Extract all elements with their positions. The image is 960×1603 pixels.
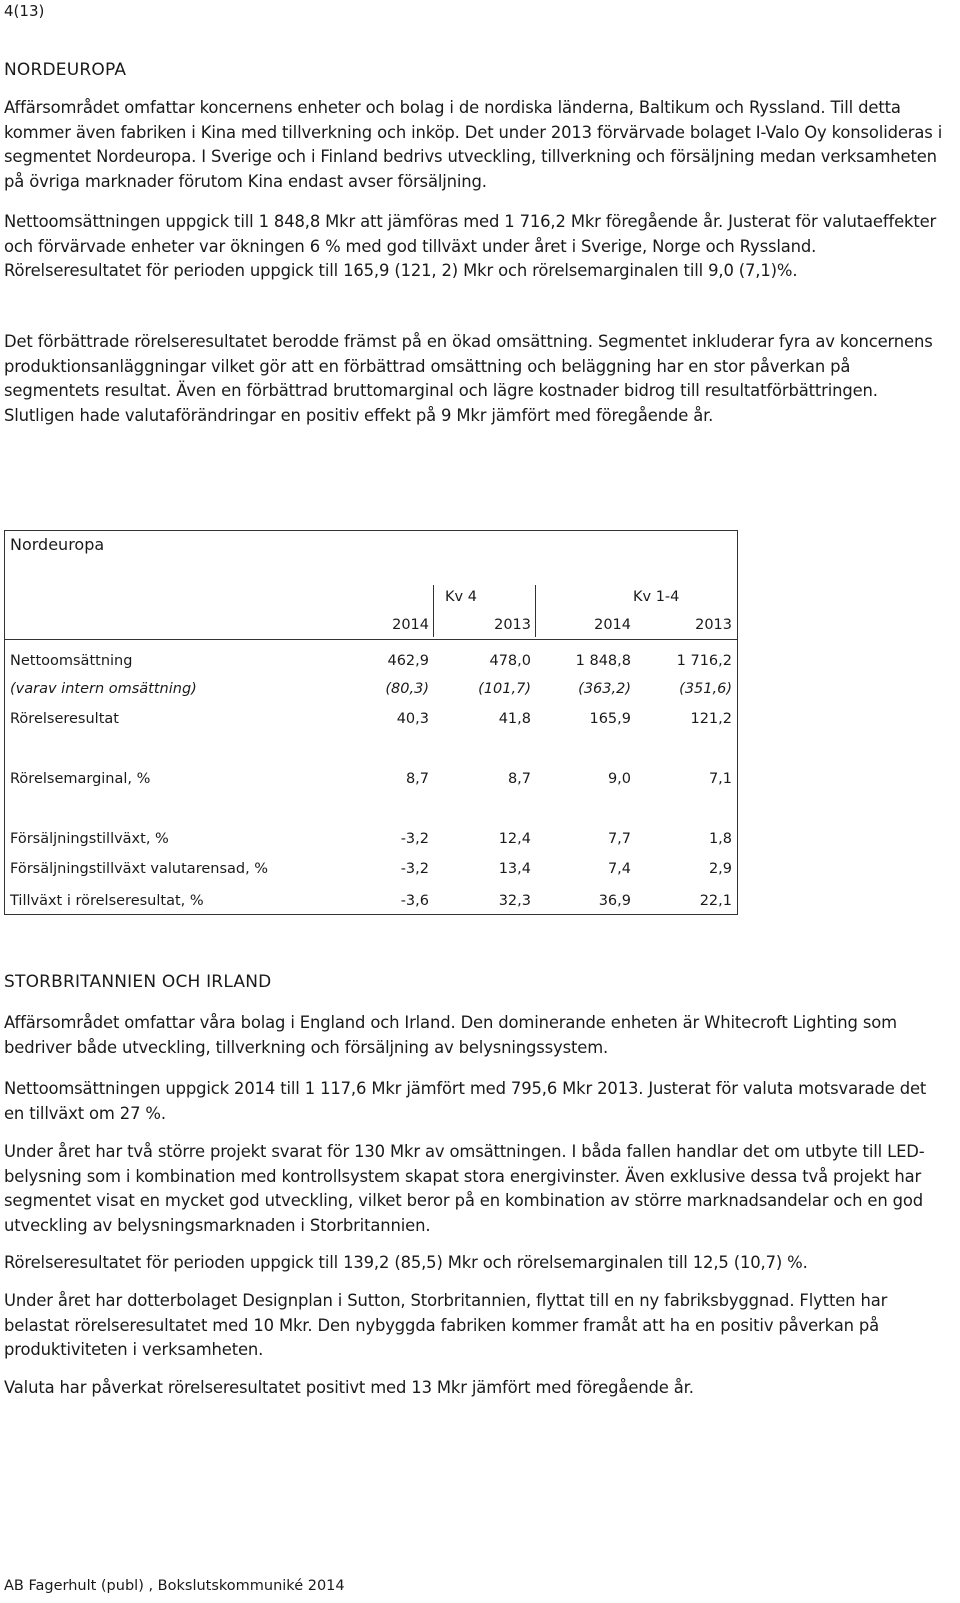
section-heading-nordeuropa: NORDEUROPA [4, 60, 127, 80]
year-header: 2014 [392, 617, 429, 633]
year-header: 2013 [695, 617, 732, 633]
table-cell: (351,6) [679, 681, 732, 697]
row-label: (varav intern omsättning) [10, 681, 197, 697]
table-cell: 41,8 [498, 711, 531, 727]
paragraph: Affärsområdet omfattar våra bolag i England och Irland. Den dominerande enheten är Whitecroft Lighting som bedriver både utveckling, tillverkning och försäljning av belysningssystem. [4, 1013, 897, 1057]
paragraph: Valuta har påverkat rörelseresultatet positivt med 13 Mkr jämfört med föregående år. [4, 1378, 694, 1397]
row-label: Försäljningstillväxt valutarensad, % [10, 861, 269, 877]
table-cell: 1 716,2 [676, 653, 732, 669]
section-heading-storbritannien: STORBRITANNIEN OCH IRLAND [4, 972, 272, 992]
table-cell: -3,6 [400, 893, 429, 909]
year-header: 2013 [494, 617, 531, 633]
nordeuropa-table [4, 530, 738, 915]
paragraph: Under året har två större projekt svarat för 130 Mkr av omsättningen. I båda fallen handlar det om utbyte till LED-belysning som i kombination med kontrollsystem skapat stora energivinster. Även exklusive dessa två projekt har segmentet visat en mycket god utveckling, vilket beror på en kombination av större marknadsandelar och en god utveckling av belysningsmarknaden i Storbritannien. [4, 1142, 925, 1235]
group-header: Kv 1-4 [633, 589, 680, 605]
table-cell: 40,3 [396, 711, 429, 727]
table-cell: 121,2 [690, 711, 732, 727]
row-label: Försäljningstillväxt, % [10, 831, 169, 847]
table-cell: 1,8 [708, 831, 732, 847]
table-cell: 8,7 [507, 771, 531, 787]
table-cell: (80,3) [385, 681, 429, 697]
table-cell: 7,4 [607, 861, 631, 877]
table-cell: -3,2 [400, 861, 429, 877]
paragraph: Under året har dotterbolaget Designplan i Sutton, Storbritannien, flyttat till en ny fabriksbyggnad. Flytten har belastat rörelseresultatet med 10 Mkr. Den nybyggda fabriken kommer framåt att ha en positiv påverkan på produktiviteten i verksamheten. [4, 1291, 888, 1359]
table-cell: 13,4 [498, 861, 531, 877]
table-cell: 12,4 [498, 831, 531, 847]
page-number: 4(13) [4, 2, 45, 20]
table-cell: 32,3 [498, 893, 531, 909]
table-cell: 1 848,8 [575, 653, 631, 669]
table-title: Nordeuropa [10, 535, 105, 554]
table-cell: 165,9 [589, 711, 631, 727]
footer: AB Fagerhult (publ) , Bokslutskommuniké 2014 [4, 1578, 345, 1594]
row-label: Rörelseresultat [10, 711, 119, 727]
table-cell: 2,9 [708, 861, 732, 877]
row-label: Nettoomsättning [10, 653, 133, 669]
paragraph: Rörelseresultatet för perioden uppgick till 139,2 (85,5) Mkr och rörelsemarginalen till 12,5 (10,7) %. [4, 1253, 808, 1272]
header-rule [5, 639, 737, 640]
paragraph: Nettoomsättningen uppgick till 1 848,8 Mkr att jämföras med 1 716,2 Mkr föregående år. Justerat för valutaeffekter och förvärvade enheter var ökningen 6 % med god tillväxt under året i Sverige, Norge och Ryssland. Rörelseresultatet för perioden uppgick till 165,9 (121, 2) Mkr och rörelsemarginalen till 9,0 (7,1)%. [4, 212, 937, 280]
row-label: Rörelsemarginal, % [10, 771, 151, 787]
table-cell: 8,7 [405, 771, 429, 787]
table-cell: 9,0 [607, 771, 631, 787]
year-header: 2014 [594, 617, 631, 633]
table-cell: 7,1 [708, 771, 732, 787]
table-cell: 462,9 [387, 653, 429, 669]
table-cell: 7,7 [607, 831, 631, 847]
row-label: Tillväxt i rörelseresultat, % [10, 893, 204, 909]
table-cell: 36,9 [598, 893, 631, 909]
paragraph: Det förbättrade rörelseresultatet berodde främst på en ökad omsättning. Segmentet inkluderar fyra av koncernens produktionsanläggningar vilket gör att en förbättrad omsättning och beläggning har en stor påverkan på segmentets resultat. Även en förbättrad bruttomarginal och lägre kostnader bidrog till resultatförbättringen. Slutligen hade valutaförändringar en positiv effekt på 9 Mkr jämfört med föregående år. [4, 332, 933, 425]
paragraph: Nettoomsättningen uppgick 2014 till 1 117,6 Mkr jämfört med 795,6 Mkr 2013. Justerat för valuta motsvarade det en tillväxt om 27 %. [4, 1079, 927, 1123]
table-cell: (363,2) [578, 681, 631, 697]
group-header: Kv 4 [445, 589, 477, 605]
table-cell: 478,0 [489, 653, 531, 669]
table-cell: 22,1 [699, 893, 732, 909]
paragraph: Affärsområdet omfattar koncernens enheter och bolag i de nordiska länderna, Baltikum och Ryssland. Till detta kommer även fabriken i Kina med tillverkning och inköp. Det under 2013 förvärvade bolaget I-Valo Oy konsolideras i segmentet Nordeuropa. I Sverige och i Finland bedrivs utveckling, tillverkning och försäljning medan verksamheten på övriga marknader förutom Kina endast avser försäljning. [4, 98, 943, 191]
table-cell: -3,2 [400, 831, 429, 847]
table-cell: (101,7) [478, 681, 531, 697]
